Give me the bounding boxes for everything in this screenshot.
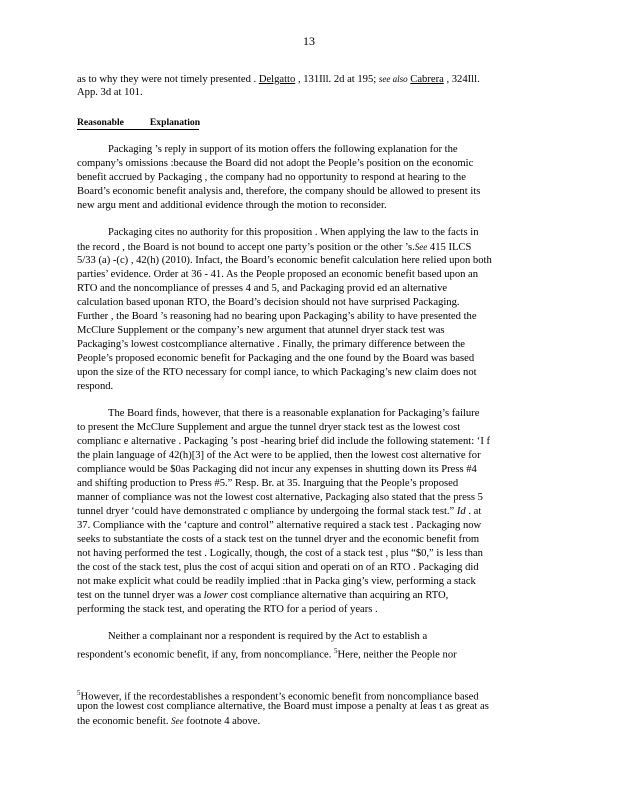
footnote-marker: 5 — [77, 689, 81, 697]
para3-line-5: compliance would be $0as Packaging did not incur any expenses in shutting down its Press #4 — [77, 464, 477, 475]
footnote-line-2: upon the lowest cost compliance alternative, the Board must impose a penalty at leas t as great as — [77, 701, 489, 712]
para4-line-2 — [77, 644, 457, 663]
para3-line-11: not having performed the test . Logically, though, the cost of a stack test , plus “$0,” is less than — [77, 548, 483, 559]
case-cite-delgatto: Delgatto — [258, 74, 296, 85]
para2-line-1: Packaging cites no authority for this proposition . When applying the law to the facts in — [108, 227, 479, 238]
para2-line-9: Packaging’s lowest costcompliance alternative . Finally, the primary difference between the — [77, 339, 466, 350]
heading-word-2: Explanation — [149, 117, 201, 128]
para4-line-2-text: respondent’s economic benefit, if any, from noncompliance. — [77, 649, 335, 661]
para4-line-1: Neither a complainant nor a respondent is required by the Act to establish a — [108, 631, 428, 642]
intro-line-2: App. 3d at 101. — [77, 87, 143, 98]
para3-line-4: the plain language of 42(h)[3] of the Act were to be applied, then the lowest cost alternative for — [77, 450, 481, 461]
para1-line-1: Packaging ’s reply in support of its motion offers the following explanation for the — [108, 144, 458, 155]
footnote-line-3 — [77, 714, 260, 729]
footnote-see-signal: See — [171, 716, 184, 726]
para2-line-12: respond. — [77, 381, 114, 392]
para2-line-3: 5/33 (a) -(c) , 42(h) (2010). Infact, the Board’s economic benefit calculation here relied upon both — [77, 255, 492, 266]
para3-line-12: the cost of the stack test, plus the cost of acqui sition and operati on of an RTO . Packaging did — [77, 562, 479, 573]
see-also-signal: see also — [378, 74, 408, 84]
para2-line-4: parties’ evidence. Order at 36 - 41. As the People proposed an economic benefit based upon an — [77, 269, 479, 280]
para3-line-7: manner of compliance was not the lowest cost alternative, Packaging also stated that the press 5 — [77, 492, 483, 503]
para3-line-6: and shifting production to Press #5.” Resp. Br. at 35. Inarguing that the People’s proposed — [77, 478, 459, 489]
para1-line-4: Board’s economic benefit analysis and, therefore, the company should be allowed to present its — [77, 186, 481, 197]
para3-line-10: seeks to substantiate the costs of a stack test on the tunnel dryer and the economic benefit from — [77, 534, 480, 545]
lower-emphasis: lower — [203, 590, 228, 601]
para2-line-5: RTO and the noncompliance of presses 4 and 5, and Packaging provid ed an alternative — [77, 283, 448, 294]
section-heading — [77, 117, 200, 128]
see-signal: See — [414, 242, 428, 252]
para2-line-2-text: the record , the Board is not bound to accept one party’s position or the other ’s. — [77, 242, 415, 253]
para3-line-8-tail: . at — [465, 506, 482, 517]
para2-line-6: calculation based uponan RTO, the Board’s decision should not have surprised Packaging. — [77, 297, 460, 308]
intro-text-d: , 324Ill. — [443, 74, 480, 85]
footnote-ref: 5 — [334, 647, 338, 655]
para4-line-2-tail: Here, neither the People nor — [337, 649, 457, 661]
para3-line-15: performing the stack test, and operating the RTO for a period of years . — [77, 604, 378, 615]
footnote-line-3-text: the economic benefit. — [77, 716, 172, 727]
para3-line-3: complianc e alternative . Packaging ’s post -hearing brief did include the following statement: ‘I f — [77, 436, 491, 447]
para3-line-1: The Board finds, however, that there is a reasonable explanation for Packaging’s failure — [108, 408, 480, 419]
para2-line-7: Further , the Board ’s reasoning had no bearing upon Packaging’s ability to have presented the — [77, 311, 477, 322]
footnote-line-1-text: However, if the recordestablishes a respondent’s economic benefit from noncompliance based — [80, 691, 479, 703]
para2-line-10: People’s proposed economic benefit for Packaging and the one found by the Board was based — [77, 353, 475, 364]
intro-line-1 — [77, 72, 480, 87]
id-signal: Id — [456, 506, 466, 517]
para3-line-9: 37. Compliance with the ‘capture and control” alternative required a stack test . Packaging now — [77, 520, 482, 531]
para2-line-2-cite: 415 ILCS — [427, 242, 472, 253]
para3-line-8-text: tunnel dryer ‘could have demonstrated c ompliance by undergoing the formal stack test.” — [77, 506, 457, 517]
heading-word-1: Reasonable — [77, 117, 124, 128]
para3-line-14-tail: cost compliance alternative than acquiring an RTO, — [227, 590, 449, 601]
page-number: 13 — [303, 34, 315, 48]
para1-line-2: company’s omissions :because the Board did not adopt the People’s position on the economic — [77, 158, 474, 169]
para2-line-11: upon the size of the RTO necessary for compl iance, to which Packaging’s new claim does not — [77, 367, 477, 378]
para2-line-2 — [77, 240, 471, 255]
para3-line-8 — [77, 505, 481, 519]
para3-line-2: to present the McClure Supplement and argue the tunnel dryer stack test as the lowest cost — [77, 422, 461, 433]
para3-line-13: not make explicit what could be readily implied :that in Packa ging’s view, performing a stack — [77, 576, 476, 587]
intro-text-a: as to why they were not timely presented . — [77, 74, 259, 85]
footnote-line-3-tail: footnote 4 above. — [183, 716, 261, 727]
para2-line-8: McClure Supplement or the company’s new argument that atunnel dryer stack test was — [77, 325, 445, 336]
intro-text-b: , 131Ill. 2d at 195; — [295, 74, 379, 85]
para1-line-5: new argu ment and additional evidence through the motion to reconsider. — [77, 200, 387, 211]
heading-underline — [77, 129, 199, 130]
para3-line-14-text: test on the tunnel dryer was a — [77, 590, 204, 601]
para3-line-14 — [77, 589, 448, 603]
para1-line-3: benefit accrued by Packaging , the company had no opportunity to respond at hearing to the — [77, 172, 466, 183]
case-cite-cabrera: Cabrera — [410, 74, 444, 85]
